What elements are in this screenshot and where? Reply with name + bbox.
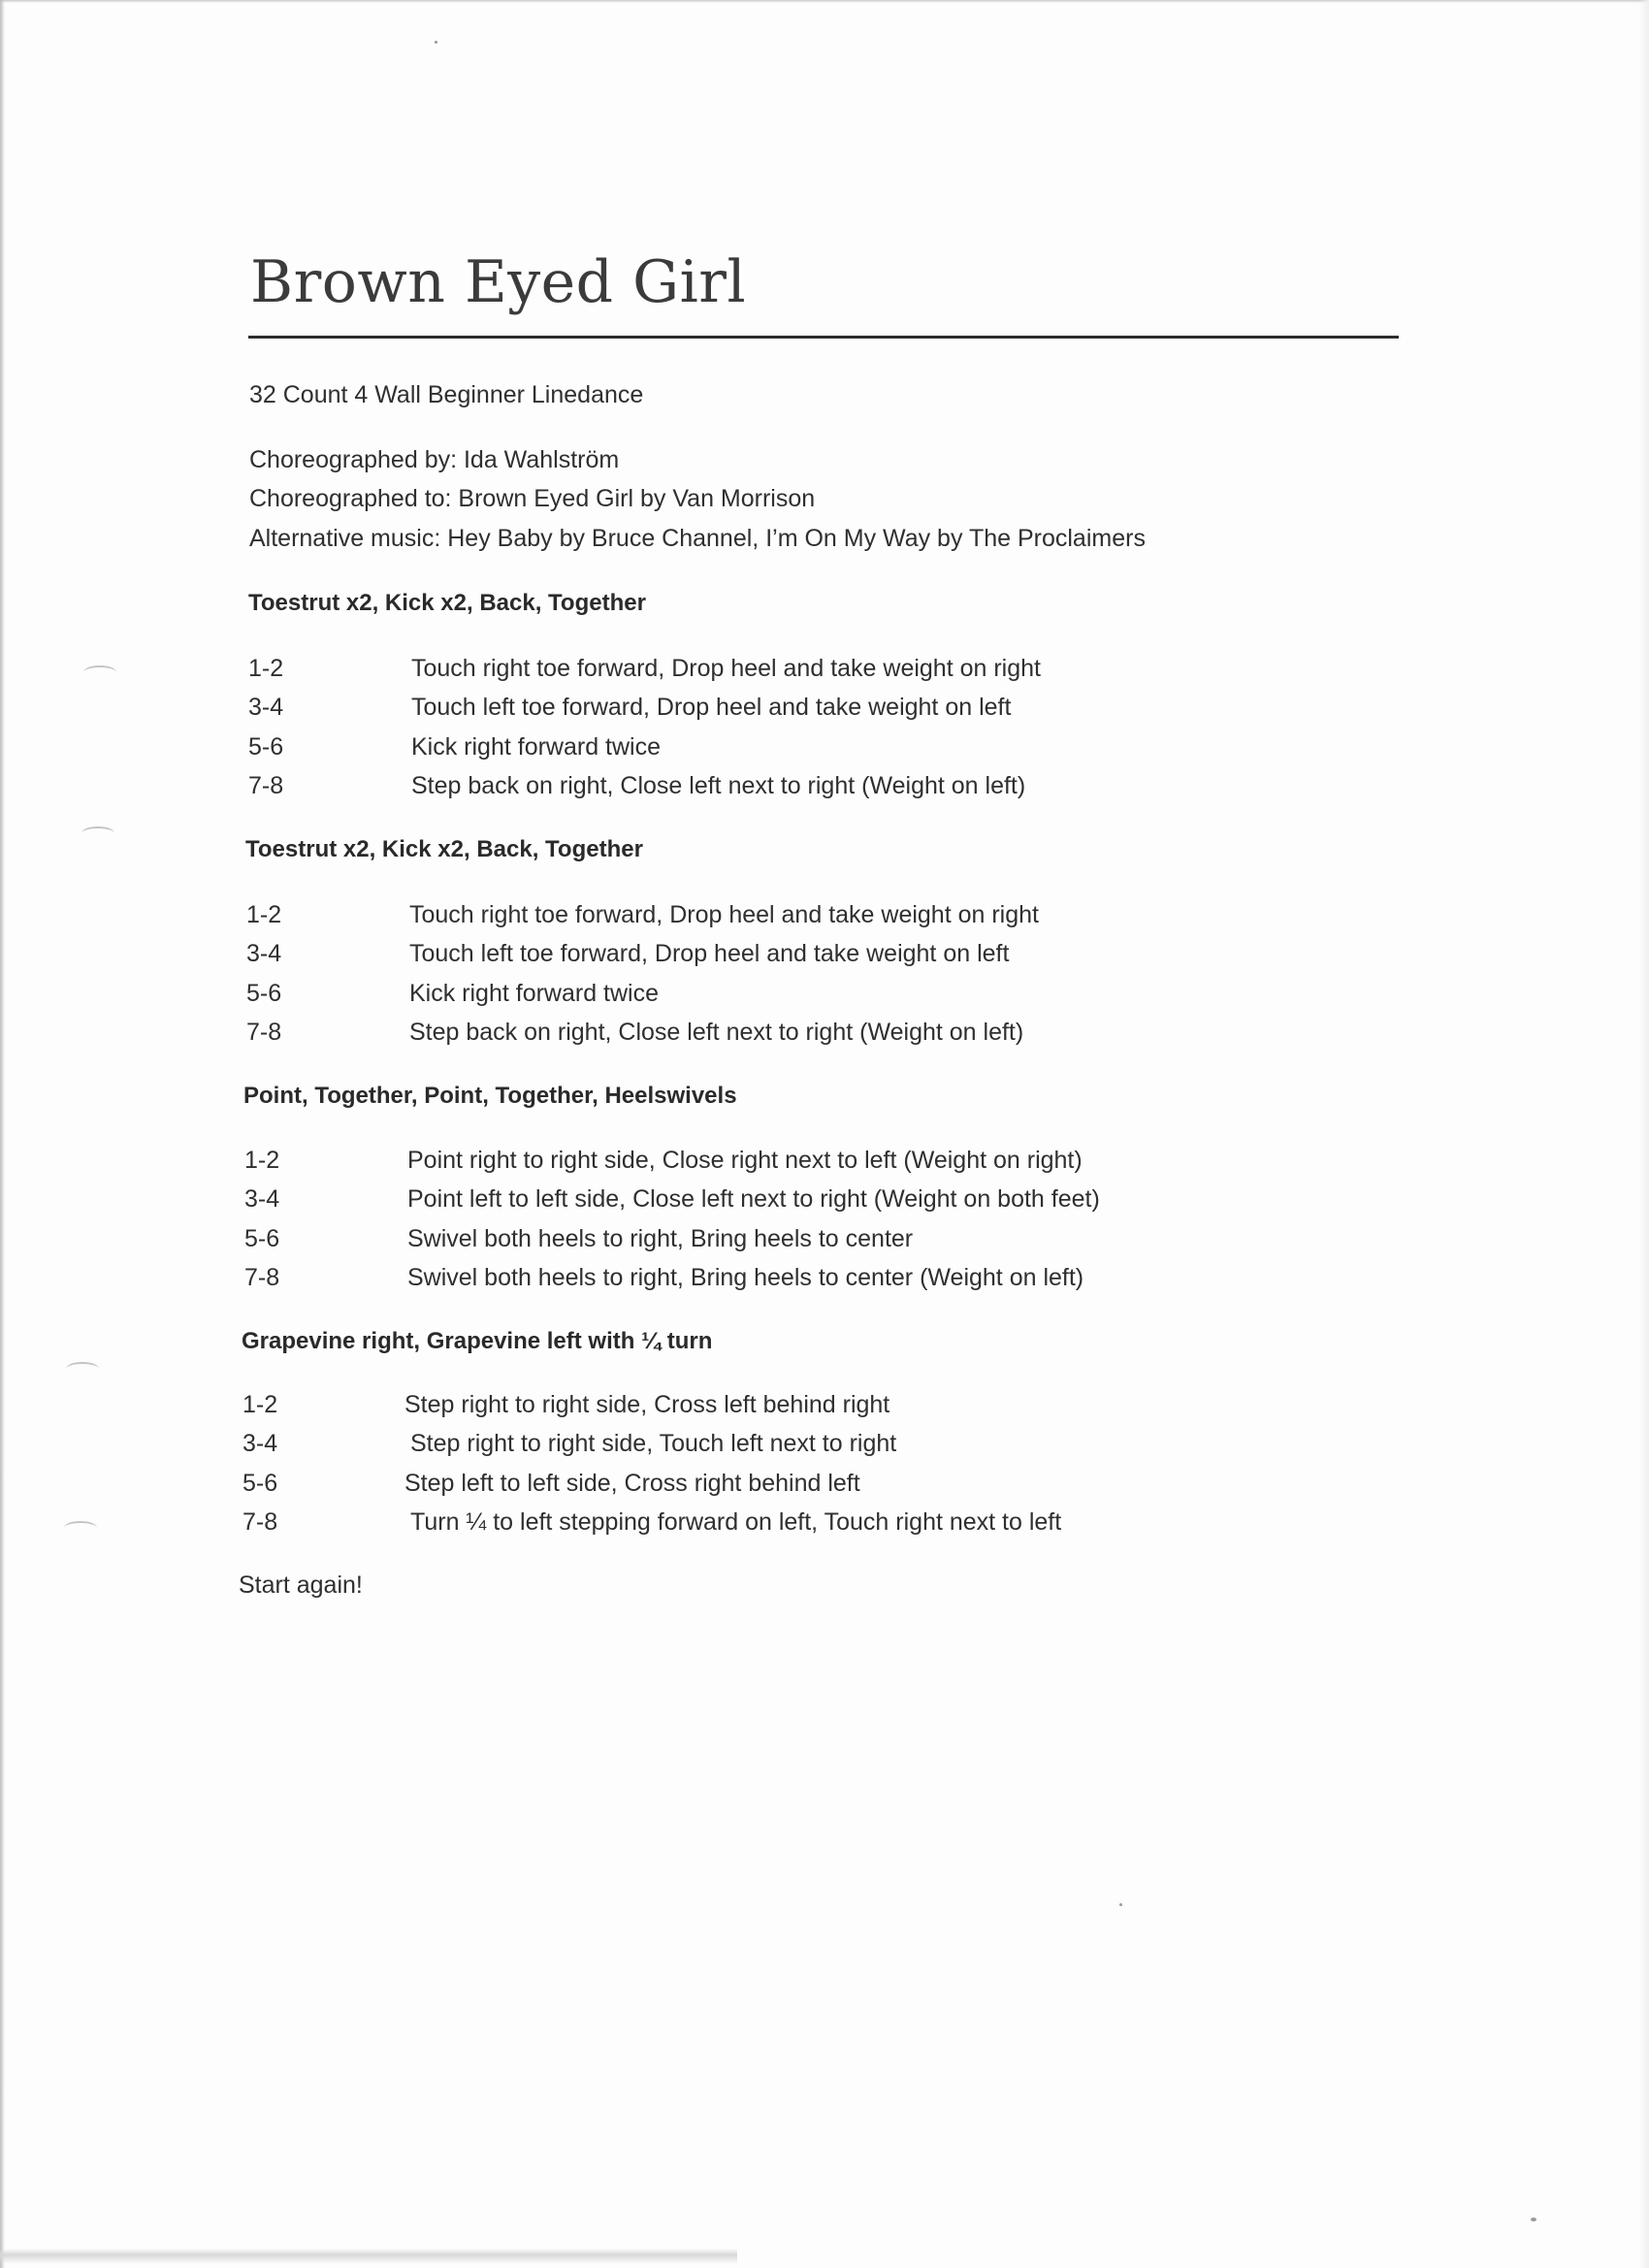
step-count: 5-6 (248, 733, 284, 761)
step-count: 5-6 (244, 1225, 280, 1252)
punch-hole-mark (66, 1362, 99, 1376)
dance-description: 32 Count 4 Wall Beginner Linedance (249, 381, 644, 408)
scan-edge-right (1639, 0, 1649, 2268)
section-heading: Toestrut x2, Kick x2, Back, Together (245, 836, 643, 862)
step-count: 7-8 (244, 1264, 280, 1291)
step-description: Touch right toe forward, Drop heel and take weight on right (411, 655, 1041, 682)
step-count: 3-4 (248, 694, 284, 721)
step-count: 1-2 (248, 655, 284, 682)
scan-edge-top (0, 0, 1649, 3)
closing-note: Start again! (239, 1571, 363, 1599)
step-description: Step back on right, Close left next to right (Weight on left) (411, 772, 1026, 799)
step-description: Swivel both heels to right, Bring heels to center (407, 1225, 914, 1252)
step-count: 5-6 (242, 1470, 278, 1497)
scan-speck (1531, 2218, 1536, 2221)
step-count: 1-2 (246, 901, 282, 928)
scan-speck (435, 41, 437, 44)
step-count: 7-8 (242, 1508, 278, 1536)
section-heading: Point, Together, Point, Together, Heelswivels (243, 1083, 737, 1109)
punch-hole-mark (64, 1521, 97, 1535)
scan-edge-bottom (0, 2249, 737, 2264)
step-description: Step right to right side, Cross left behind right (404, 1391, 890, 1418)
scan-edge-left (0, 0, 5, 2268)
step-description: Touch right toe forward, Drop heel and take weight on right (409, 901, 1039, 928)
step-count: 1-2 (244, 1147, 280, 1174)
step-description: Step back on right, Close left next to right (Weight on left) (409, 1019, 1024, 1046)
section-heading: Grapevine right, Grapevine left with ¼ turn (242, 1328, 713, 1354)
scan-speck (1119, 1903, 1122, 1906)
step-description: Step left to left side, Cross right behind left (404, 1470, 860, 1497)
step-description: Kick right forward twice (409, 980, 660, 1007)
step-count: 3-4 (242, 1430, 278, 1457)
choreographer-line: Choreographed by: Ida Wahlström (249, 446, 620, 473)
choreographed-to-line: Choreographed to: Brown Eyed Girl by Van Morrison (249, 485, 816, 512)
alternative-music-line: Alternative music: Hey Baby by Bruce Channel, I’m On My Way by The Proclaimers (249, 525, 1146, 552)
punch-hole-mark (81, 826, 114, 840)
step-description: Kick right forward twice (411, 733, 662, 761)
section-heading: Toestrut x2, Kick x2, Back, Together (248, 590, 646, 616)
step-description: Point left to left side, Close left next to right (Weight on both feet) (407, 1185, 1100, 1213)
punch-hole-mark (83, 665, 116, 679)
step-count: 7-8 (248, 772, 284, 799)
step-description: Turn ¼ to left stepping forward on left, Touch right next to left (410, 1508, 1062, 1536)
title-divider (248, 336, 1399, 339)
step-count: 5-6 (246, 980, 282, 1007)
step-description: Swivel both heels to right, Bring heels to center (Weight on left) (407, 1264, 1084, 1291)
step-count: 3-4 (244, 1185, 280, 1213)
step-description: Touch left toe forward, Drop heel and take weight on left (409, 940, 1010, 967)
step-description: Step right to right side, Touch left next to right (410, 1430, 897, 1457)
step-description: Point right to right side, Close right next to left (Weight on right) (407, 1147, 1083, 1174)
step-count: 1-2 (242, 1391, 278, 1418)
page-title: Brown Eyed Girl (250, 248, 747, 316)
step-count: 3-4 (246, 940, 282, 967)
step-description: Touch left toe forward, Drop heel and take weight on left (411, 694, 1012, 721)
step-count: 7-8 (246, 1019, 282, 1046)
